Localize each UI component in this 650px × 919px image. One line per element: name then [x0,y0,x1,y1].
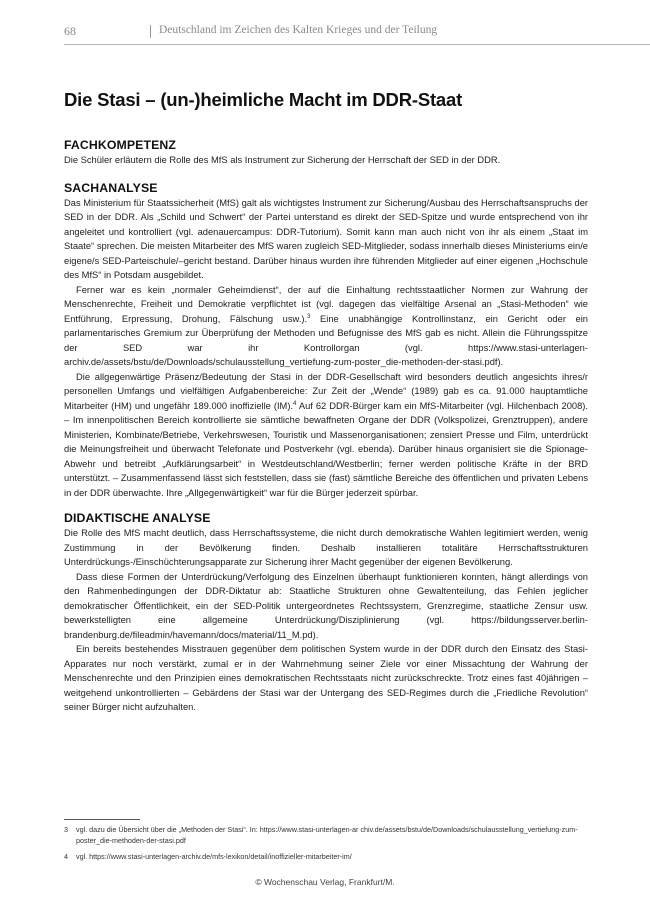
footnote-text: vgl. dazu die Übersicht über die „Methoden der Stasi“. In: https://www.stasi-unterlagen-ar chiv.de/assets/bstu/de/Downloads/schulausstellung_vertiefung-zum-poster_die-methoden-der-stasi.pdf [76,825,578,845]
footnote-3 [64,824,588,846]
header-rule [64,44,650,45]
footnote-text: vgl. https://www.stasi-unterlagen-archiv.de/mfs-lexikon/detail/inoffizieller-mitarbeiter-im/ [76,852,352,861]
running-title: Deutschland im Zeichen des Kalten Krieges und der Teilung [159,24,438,36]
footnotes [64,824,588,862]
section-heading-sachanalyse: SACHANALYSE [64,180,158,195]
section-didaktische-analyse [64,511,588,715]
paragraph-text: Die allgegenwärtige Präsenz/Bedeutung der Stasi in der DDR-Gesellschaft wird besonders deutlich angesichts ihres/r personellen Umfangs und vielfältigen Aufgabenbereiche: Zur Zeit der „Wende“ (1989) gab es ca. 91.000 hauptamtliche Mitarbeiter (HM) und ungefähr 189.000 inoffizielle (IM). [64,371,588,411]
copyright-footer: © Wochenschau Verlag, Frankfurt/M. [255,877,395,887]
page-header [0,0,650,44]
footnote-ref-4[interactable]: 4 [293,400,297,407]
page-number: 68 [64,24,76,38]
footnote-rule [64,819,140,820]
section-sachanalyse [64,181,588,501]
paragraph-text: Auf 62 DDR-Bürger kam ein MfS-Mitarbeiter (vgl. Hilchenbach 2008). – Im innenpolitischen Bereich kontrollierte sie sämtliche bewaffneten Organe der DDR (Volkspolizei, Grenztruppen), andere Ministerien, Kombinate/Betriebe, Verkehrswesen, Touristik und Massenorganisationen; zensiert Presse und Film, unterdrückt die Meinungsfreiheit und überwacht Telefonate und Postverkehr (vgl. ebenda). Darüber hinaus organisiert sie die Spionage-Abwehr und betreibt „Aufklärungsarbeit“ in Westdeutschland/Westberlin; ferner werden politische Kräfte in der BRD unterstützt. – Zusammenfassend lässt sich feststellen, dass sie (fast) sämtliche Bereiche des öffentlichen und privaten Lebens in der DDR überwachte. Ihre „Allgegenwärtigkeit“ war für die Bürger jederzeit spürbar. [64,400,588,498]
didaktische-paragraph-2: Dass diese Formen der Unterdrückung/Verfolgung des Einzelnen überhaupt funktionieren konnten, hängt allerdings von den Rahmenbedingungen der DDR-Diktatur ab: Staatliche Strukturen ohne Gewaltenteilung, das Fehlen jeglicher demokratischer Öffentlichkeit, ein der SED-Politik untergeordnetes Rechtssystem, Grenzregime, staatliche Zensur usw. bewerkstelligten eine allgemeine Unterdrückung/Disziplinierung (vgl. https://bildungsserver.berlin-brandenburg.de/fileadmin/havemann/docs/material/11_M.pd). [64,571,588,640]
section-heading-fachkompetenz: FACHKOMPETENZ [64,138,176,152]
section-fachkompetenz [64,138,588,168]
footnote-number: 4 [64,852,68,861]
header-separator [150,25,151,38]
paragraph-text: Ferner war es kein „normaler Geheimdienst“, der auf die Einhaltung rechtsstaatlicher Normen zur Wahrung der Menschenrechte, Freiheit und Demokratie verpflichtet ist (vgl. dagegen das vielfältige Arsenal an „Stasi-Methoden“ wie Entführung, Erpressung, Drohung, Fälschung usw.). [64,284,588,324]
footnote-number: 3 [64,825,68,834]
footnote-ref-3[interactable]: 3 [307,313,311,320]
page-title: Die Stasi – (un-)heimliche Macht im DDR-Staat [64,89,463,110]
footnote-4 [64,851,588,862]
didaktische-paragraph-3: Ein bereits bestehendes Misstrauen gegenüber dem politischen System wurde in der DDR durch den Einsatz des Stasi-Apparates nur noch verstärkt, zumal er in der Wahrnehmung seiner Ziele vor einer Missachtung der Wahrung der Menschenrechte und den Prinzipien eines demokratischen Rechtsstaats nicht zurückschreckte. Trotz eines fast 40jährigen – weitgehend unkontrollierten – Gebärdens der Stasi war der Untergang des SED-Regimes durch die „Friedliche Revolution“ seiner Bürger nicht aufzuhalten. [64,644,588,712]
main-content [64,88,588,715]
sachanalyse-paragraph-1: Das Ministerium für Staatssicherheit (MfS) galt als wichtigstes Instrument zur Sicherung/Ausbau des Herrschaftsanspruchs der SED in der DDR. Als „Schild und Schwert“ der Partei unterstand es direkt der SED-Spitze und wurde entsprechend von ihr angeleitet und kontrolliert (vgl. adenauercampus: DDR-Tutorium). Somit kann man auch nicht von ihr als einem „Staat im Staate“ sprechen. Die meisten Mitarbeiter des MfS waren zugleich SED-Mitglieder, sodass innerhalb dieses Ministeriums ein/e eigene/s SED-Parteischule/–gericht bestand. Darüber hinaus wurden ihre führenden Mitglieder auf einer eigenen „Hochschule des MfS“ in Potsdam ausgebildet. [64,197,588,280]
sachanalyse-paragraph-3 [64,370,588,501]
sachanalyse-paragraph-2 [64,283,588,370]
fachkompetenz-text: Die Schüler erläutern die Rolle des MfS als Instrument zur Sicherung der Herrschaft der SED in der DDR. [64,155,501,165]
didaktische-paragraph-1: Die Rolle des MfS macht deutlich, dass Herrschaftssysteme, die nicht durch demokratische Wahlen legitimiert werden, wenig Zustimmung in der Bevölkerung finden. Deshalb installieren totalitäre Herrschaftsstrukturen Unterdrückungs-/Einschüchterungsapparate zur Sicherung ihrer Macht gegenüber der eigenen Bevölkerung. [64,528,588,567]
section-heading-didaktische-analyse: DIDAKTISCHE ANALYSE [64,511,211,525]
paragraph-text: Eine unabhängige Kontrollinstanz, ein Gericht oder ein parlamentarisches Gremium zur Überprüfung der Methoden und Befugnisse des MfS gab es nicht. Allein die Führungsspitze der SED war ihr Kontrollorgan (vgl. https://www.stasi-unterlagen-archiv.de/assets/bstu/de/Downloads/schulausstellung_vertiefung-zum-poster_die-methoden-der-stasi.pdf). [64,313,588,367]
